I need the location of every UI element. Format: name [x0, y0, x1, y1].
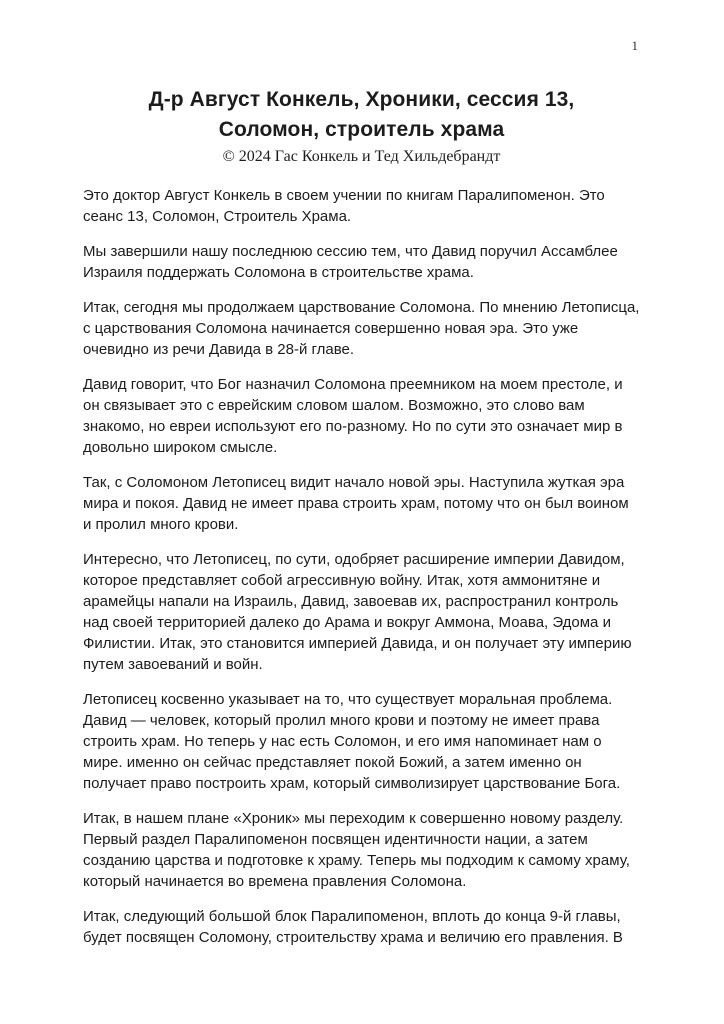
- paragraph: Итак, следующий большой блок Паралипоменон, вплоть до конца 9-й главы, будет посвящен Соломону, строительству храма и величию его правления. В: [83, 908, 623, 946]
- paragraph: Летописец косвенно указывает на то, что существует моральная проблема. Давид — человек, который пролил много крови и поэтому не имеет права строить храм. Но теперь у нас есть Соломон, и его имя напоминает нам о мире. именно он сейчас представляет покой Божий, а затем именно он получает право построить храм, который символизирует царствование Бога.: [83, 691, 621, 792]
- copyright-line: © 2024 Гас Конкель и Тед Хильдебрандт: [222, 148, 501, 165]
- document-header: [83, 85, 640, 166]
- paragraph: Интересно, что Летописец, по сути, одобряет расширение империи Давидом, которое представляет собой агрессивную войну. Итак, хотя аммонитяне и арамейцы напали на Израиль, Давид, завоевав их, распространил контроль над своей территорией далеко до Арама и вокруг Аммона, Моава, Эдома и Филистии. Итак, это становится империей Давида, и он получает эту империю путем завоеваний и войн.: [83, 551, 632, 673]
- page-content: [83, 0, 640, 962]
- paragraph: Так, с Соломоном Летописец видит начало новой эры. Наступила жуткая эра мира и покоя. Давид не имеет права строить храм, потому что он был воином и пролил много крови.: [83, 474, 629, 533]
- document-title-line1: Д-р Август Конкель, Хроники, сессия 13,: [148, 88, 575, 111]
- document-title-line2: Соломон, строитель храма: [218, 118, 505, 141]
- paragraph: Итак, в нашем плане «Хроник» мы переходим к совершенно новому разделу. Первый раздел Паралипоменон посвящен идентичности нации, а затем созданию царства и подготовке к храму. Теперь мы подходим к самому храму, который начинается во времена правления Соломона.: [83, 810, 630, 890]
- paragraph: Это доктор Август Конкель в своем учении по книгам Паралипоменон. Это сеанс 13, Соломон, Строитель Храма.: [83, 187, 605, 225]
- page-number: 1: [631, 38, 638, 53]
- paragraph: Итак, сегодня мы продолжаем царствование Соломона. По мнению Летописца, с царствования Соломона начинается совершенно новая эра. Это уже очевидно из речи Давида в 28-й главе.: [83, 299, 640, 358]
- document-body: [83, 185, 640, 948]
- paragraph: Мы завершили нашу последнюю сессию тем, что Давид поручил Ассамблее Израиля поддержать Соломона в строительстве храма.: [83, 243, 618, 281]
- paragraph: Давид говорит, что Бог назначил Соломона преемником на моем престоле, и он связывает это с еврейским словом шалом. Возможно, это слово вам знакомо, но евреи используют его по-разному. Но по сути это означает мир в довольно широком смысле.: [83, 376, 623, 456]
- document-title: [83, 85, 640, 145]
